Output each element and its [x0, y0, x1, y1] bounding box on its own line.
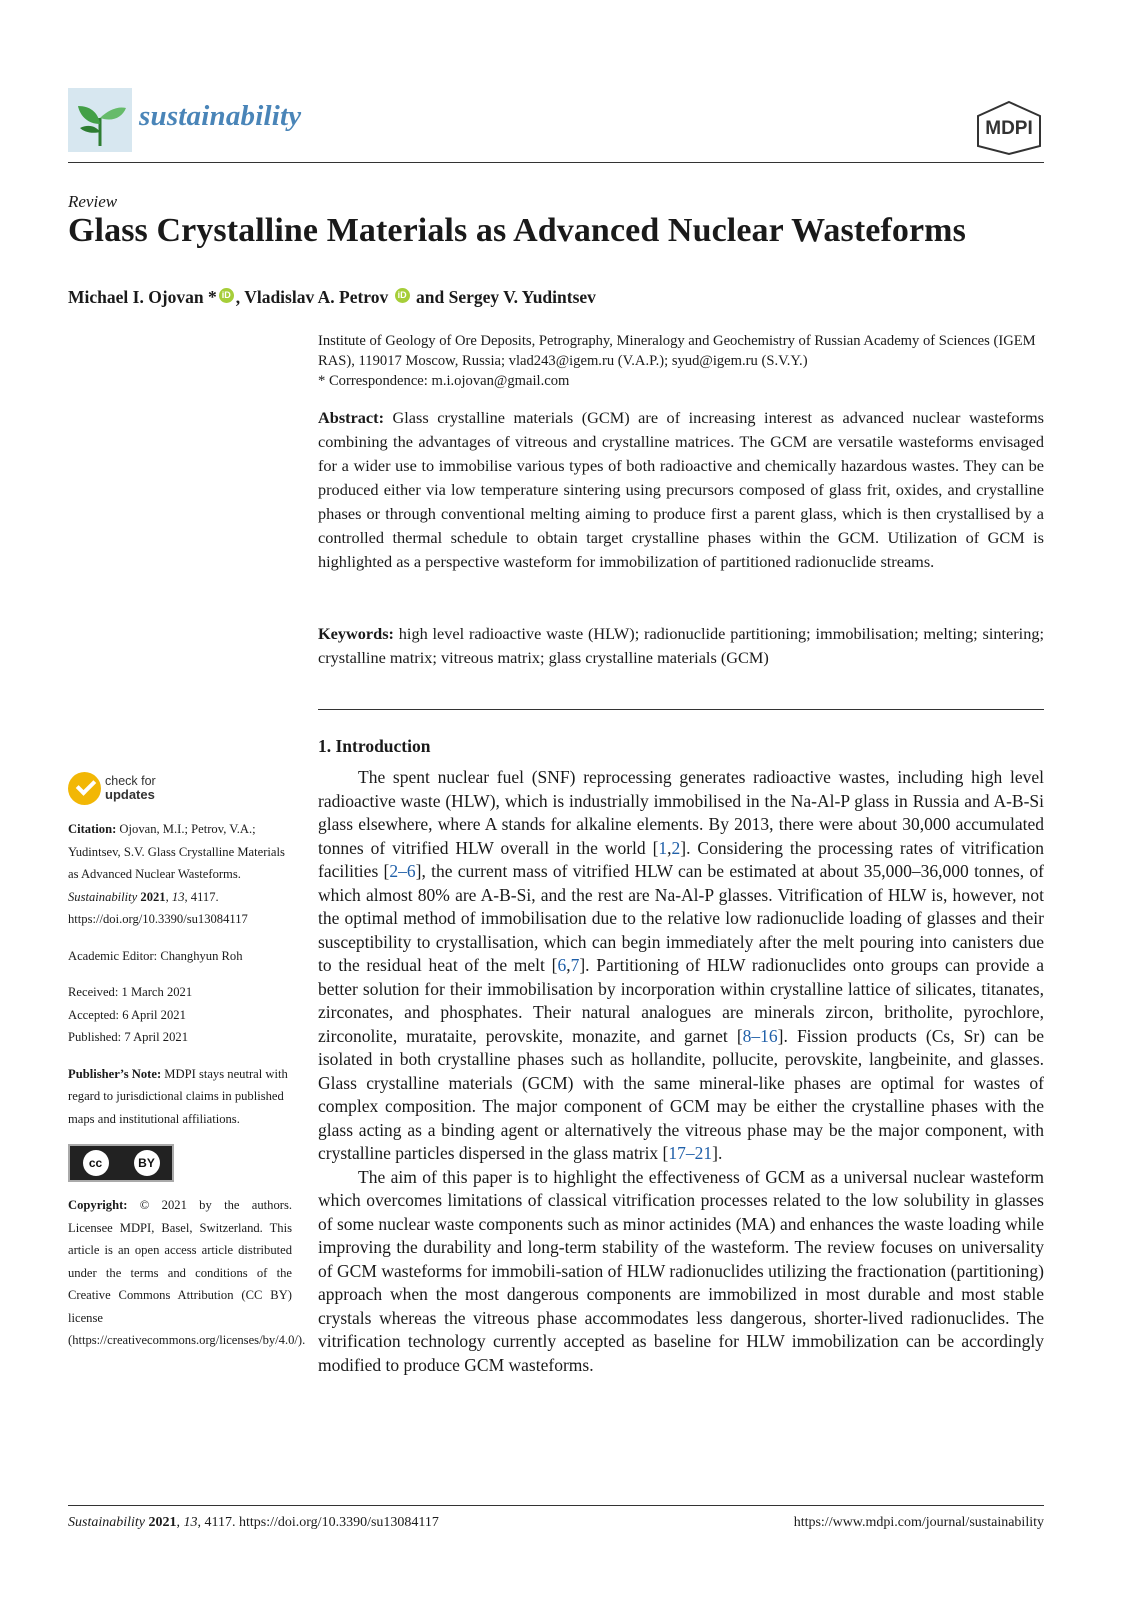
header-divider — [68, 162, 1044, 163]
reference-link[interactable]: 2 — [671, 837, 681, 858]
citation-separator: , — [165, 889, 172, 904]
reference-link[interactable]: 8–16 — [742, 1025, 778, 1046]
text-run: The spent nuclear fuel (SNF) reprocessing generates radioactive wastes, including high level radioactive waste (HLW), which is industrially immobilised in the Na-Al-P glass in Russia and A-B-Si glass elsewhere, where A stands for alkaline elements. By 2013, there were about 30,000 accumulated tonnes of vitrified HLW overall in the world [ — [318, 767, 1044, 858]
text-run: ]. Partitioning of HLW radionuclides onto groups can provide a better solution for their immobilisation by incorporation within crystalline lattice of silicates, titanates, zirconates, and phosphates. Their natural analogues are minerals zircon, britholite, pyrochlore, zirconolite, murataite, perovskite, monazite, and garnet [ — [318, 955, 1044, 1046]
mdpi-logo[interactable] — [974, 100, 1044, 156]
accepted-date: Accepted: 6 April 2021 — [68, 1007, 186, 1022]
citation — [68, 818, 292, 931]
section-heading: 1. Introduction — [318, 736, 431, 756]
text-run: , — [667, 837, 672, 858]
journal-url-link[interactable]: https://www.mdpi.com/journal/sustainability — [793, 1515, 1044, 1530]
citation-label: Citation: — [68, 822, 117, 836]
sidebar — [68, 768, 306, 1366]
abstract — [318, 406, 1044, 574]
reference-link[interactable]: 6 — [557, 955, 567, 975]
publisher-note-label: Publisher’s Note: — [68, 1066, 162, 1081]
reference-link[interactable]: 2–6 — [389, 861, 416, 881]
journal-logo — [68, 88, 132, 152]
academic-editor: Academic Editor: Changhyun Roh — [68, 948, 243, 963]
author-name[interactable]: Sergey V. Yudintsev — [448, 287, 596, 307]
paragraph: The aim of this paper is to highlight the effectiveness of GCM as a universal nuclear wasteform which overcomes limitations of classical vitrification processes related to the low solubility in glasses of some nuclear waste components such as minor actinides (MA) and enhances the waste loading while improving the durability and long-term stability of the wasteform. The review focuses on universality of GCM wasteforms for immobili-sation of HLW radionuclides utilizing the fractionation (partitioning) approach when the most dangerous components are immobilized in most durable and most stable crystals whereas the vitreous phase accommodates less dangerous, shorter-lived radionuclides. The vitrification technology currently accepted as baseline for HLW immobilization can be accordingly modified to produce GCM wasteforms. — [318, 1166, 1044, 1375]
abstract-text: Glass crystalline materials (GCM) are of increasing interest as advanced nuclear wasteforms combining the advantages of vitreous and crystalline matrices. The GCM are versatile wasteforms envisaged for a wider use to immobilise various types of both radioactive and chemically hazardous wastes. They can be produced either via low temperature sintering using precursors composed of glass frit, oxides, and crystalline phases or through conventional melting aiming to produce first a parent glass, which is then crystallised by a controlled thermal schedule to obtain target crystalline phases within the GCM. Utilization of GCM is highlighted as a perspective wasteform for immobilization of partitioned radionuclide streams. — [318, 408, 1044, 571]
citation-journal: Sustainability — [68, 889, 138, 904]
author-name[interactable]: Vladislav A. Petrov — [244, 287, 389, 307]
footer-volume: 13 — [183, 1515, 198, 1530]
abstract-divider — [318, 709, 1044, 710]
footer-doi[interactable]: , 4117. https://doi.org/10.3390/su13084117 — [197, 1515, 439, 1530]
author-separator: and — [411, 287, 449, 307]
footer-separator: , — [176, 1515, 184, 1530]
citation-doi[interactable]: , 4117. https://doi.org/10.3390/su13084117 — [68, 889, 248, 926]
copyright — [68, 1194, 306, 1352]
citation-text: Ojovan, M.I.; Petrov, V.A.; Yudintsev, S.V. Glass Crystalline Materials as Advanced Nuclear Wasteforms. — [68, 822, 285, 881]
copyright-text: © 2021 by the authors. Licensee MDPI, Basel, Switzerland. This article is an open access article distributed under the terms and conditions of the Creative Commons Attribution (CC BY) license (https://creativecommons.org/licenses/by/4.0/). — [68, 1198, 306, 1347]
plant-icon — [68, 88, 132, 152]
text-run: ]. Considering the processing rates of vitrification facilities [ — [318, 837, 1044, 881]
orcid-icon[interactable]: iD — [395, 288, 410, 303]
check-for-updates-button[interactable] — [68, 768, 292, 808]
article-type: Review — [68, 192, 118, 211]
text-run: , — [566, 955, 571, 975]
affiliation-block — [318, 331, 1044, 391]
cc-icon: cc — [83, 1150, 109, 1176]
text-run: ]. Fission products (Cs, Sr) can be isolated in both crystalline phases such as hollandite, pollucite, perovskite, langbeinite, and glasses. Glass crystalline materials (GCM) with the same mineral-like phases are optimal for wastes of complex composition. The major component of GCM may be either the crystalline phases with the glass acting as a binding agent or alternatively the vitreous phase may be the major component, with crystalline particles dispersed in the glass matrix [ — [318, 1025, 1044, 1163]
by-icon: BY — [134, 1150, 160, 1176]
citation-volume: 13 — [171, 889, 185, 904]
paragraph — [318, 766, 1044, 1166]
author-separator: , — [235, 287, 245, 307]
text-run: ]. — [712, 1143, 723, 1163]
keywords-text: high level radioactive waste (HLW); radionuclide partitioning; immobilisation; melting; sintering; crystalline matrix; vitreous matrix; glass crystalline materials (GCM) — [318, 624, 1044, 667]
dates — [68, 981, 292, 1049]
author-name[interactable]: Michael I. Ojovan * — [68, 287, 217, 307]
checkmark-icon — [68, 772, 101, 805]
footer-year: 2021 — [145, 1515, 177, 1530]
reference-link[interactable]: 7 — [570, 955, 580, 975]
body-text — [318, 766, 1044, 1377]
text-run: ], the current mass of vitrified HLW can be estimated at about 35,000–36,000 tonnes, of which almost 80% are A-B-Si, and the rest are Na-Al-P glasses. Vitrification of HLW is, however, not the optimal method of immobilisation due to the relative low radionuclide loading of glasses and their susceptibility to crystallisation, which can begin immediately after the melt pouring into canisters due to the residual heat of the melt [ — [318, 861, 1045, 975]
published-date: Published: 7 April 2021 — [68, 1030, 188, 1044]
copyright-label: Copyright: — [68, 1198, 128, 1212]
footer-citation — [68, 1515, 439, 1531]
received-date: Received: 1 March 2021 — [68, 985, 193, 999]
publisher-note — [68, 1063, 292, 1131]
check-updates-line2: updates — [105, 787, 155, 802]
orcid-icon[interactable]: iD — [219, 288, 234, 303]
keywords — [318, 622, 1044, 670]
journal-name[interactable]: sustainability — [139, 100, 302, 132]
citation-year: 2021 — [137, 889, 166, 904]
article-title: Glass Crystalline Materials as Advanced Nuclear Wasteforms — [68, 212, 966, 249]
reference-link[interactable]: 17–21 — [668, 1143, 713, 1163]
check-updates-line1: check for — [105, 774, 156, 788]
reference-link[interactable]: 1 — [658, 837, 668, 858]
cc-by-license-badge[interactable] — [68, 1144, 174, 1182]
keywords-label: Keywords: — [318, 624, 394, 643]
publisher-note-text: MDPI stays neutral with regard to jurisdictional claims in published maps and institutional affiliations. — [68, 1066, 288, 1126]
footer-journal: Sustainability — [68, 1515, 145, 1530]
mdpi-logo-text: MDPI — [985, 118, 1033, 139]
footer-divider — [68, 1505, 1044, 1506]
affiliation-text: Institute of Geology of Ore Deposits, Petrography, Mineralogy and Geochemistry of Russian Academy of Sciences (IGEM RAS), 119017 Moscow, Russia; vlad243@igem.ru (V.A.P.); syud@igem.ru (S.V.Y.) — [318, 333, 1036, 369]
author-list — [68, 287, 596, 308]
abstract-label: Abstract: — [318, 408, 385, 427]
correspondence: * Correspondence: m.i.ojovan@gmail.com — [318, 373, 570, 389]
